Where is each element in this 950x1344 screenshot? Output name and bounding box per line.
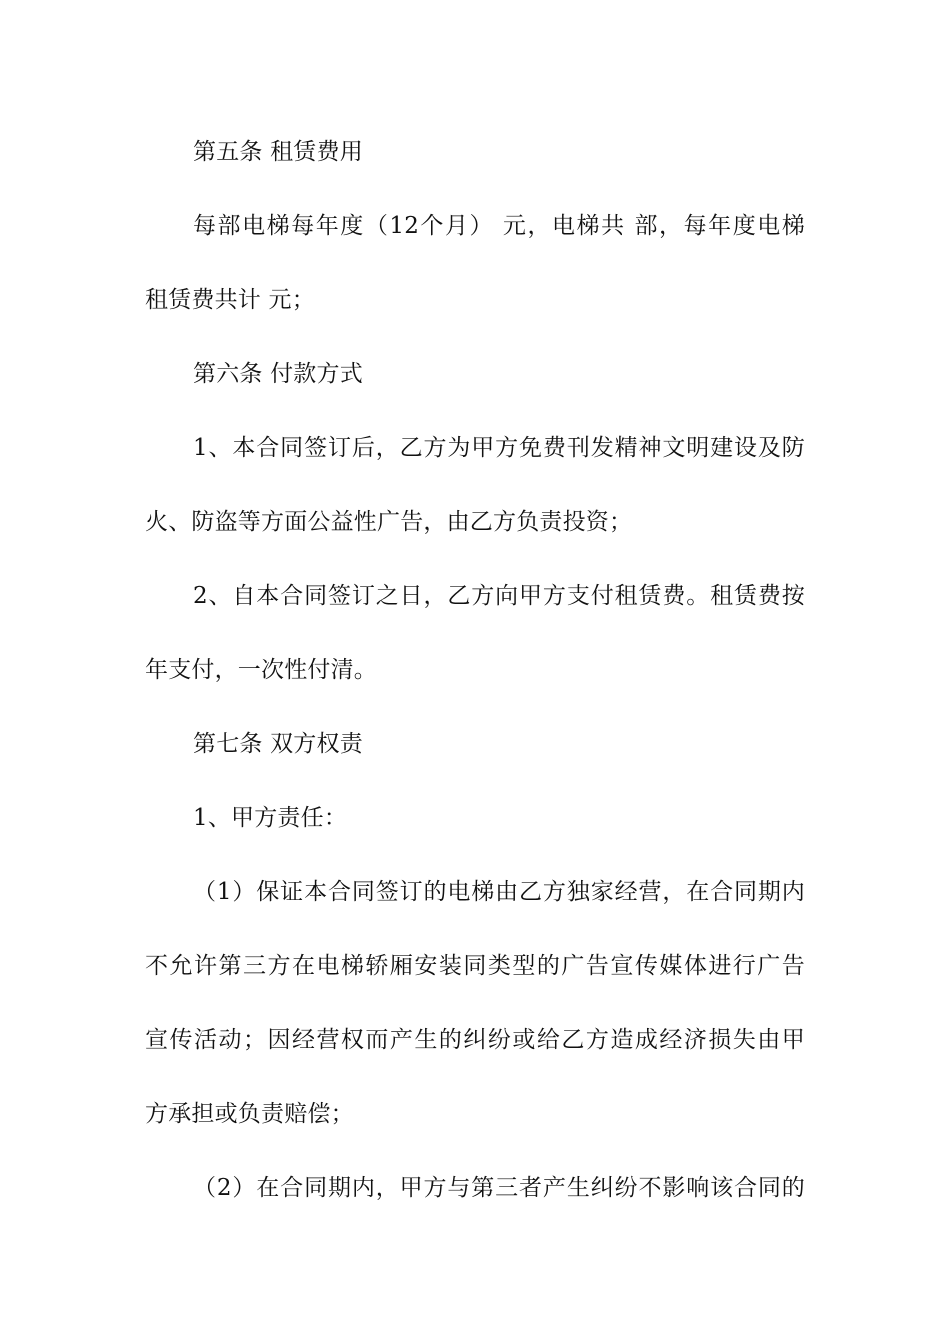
article-6-item-2-line-2: 年支付，一次性付清。 xyxy=(145,657,377,683)
article-5-text-line-1: 每部电梯每年度（12个月） 元，电梯共 部，每年度电梯 xyxy=(193,213,805,239)
article-5-text-line-2: 租赁费共计 元； xyxy=(145,287,315,313)
responsibility-2-line-1: （2）在合同期内，甲方与第三者产生纠纷不影响该合同的 xyxy=(193,1175,805,1201)
article-6-heading: 第六条 付款方式 xyxy=(193,361,363,387)
article-5-heading: 第五条 租赁费用 xyxy=(193,139,363,165)
article-6-item-2-line-1: 2、自本合同签订之日，乙方向甲方支付租赁费。租赁费按 xyxy=(193,583,805,609)
article-6-item-1-line-2: 火、防盗等方面公益性广告，由乙方负责投资； xyxy=(145,509,633,535)
article-7-heading: 第七条 双方权责 xyxy=(193,731,363,757)
responsibility-1-line-4: 方承担或负责赔偿； xyxy=(145,1101,354,1127)
responsibility-1-line-1: （1）保证本合同签订的电梯由乙方独家经营，在合同期内 xyxy=(193,879,805,905)
party-a-responsibility-heading: 1、甲方责任： xyxy=(193,805,348,831)
responsibility-1-line-2: 不允许第三方在电梯轿厢安装同类型的广告宣传媒体进行广告 xyxy=(145,953,805,979)
article-6-item-1-line-1: 1、本合同签订后，乙方为甲方免费刊发精神文明建设及防 xyxy=(193,435,805,461)
responsibility-1-line-3: 宣传活动；因经营权而产生的纠纷或给乙方造成经济损失由甲 xyxy=(145,1027,805,1053)
